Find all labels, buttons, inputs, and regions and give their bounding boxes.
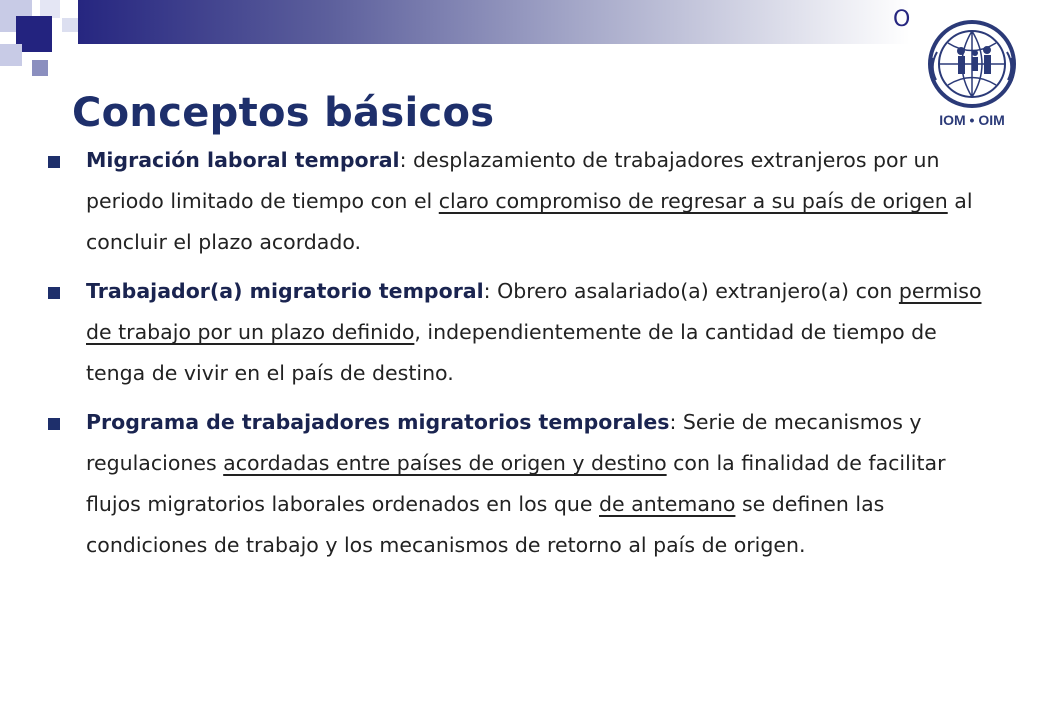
item-text bbox=[86, 271, 988, 394]
item-underlined-text: acordadas entre países de origen y destino bbox=[223, 451, 667, 475]
item-colon: : bbox=[399, 148, 413, 172]
item-underlined-text: permiso de trabajo por un plazo definido bbox=[86, 279, 982, 344]
slide-title: Conceptos básicos bbox=[72, 90, 495, 136]
item-term: Trabajador(a) migratorio temporal bbox=[86, 279, 484, 303]
iom-logo bbox=[920, 18, 1024, 128]
logo-caption: IOM • OIM bbox=[939, 112, 1005, 128]
header-gradient-bar bbox=[78, 0, 910, 44]
square-bullet-icon bbox=[48, 287, 60, 299]
item-text bbox=[86, 140, 988, 263]
item-text-part: desplazamiento de trabajadores extranjeros por un periodo limitado de tiempo con el bbox=[86, 148, 940, 213]
item-text-part: Serie de mecanismos y regulaciones bbox=[86, 410, 922, 475]
list-item bbox=[48, 402, 988, 566]
list-item bbox=[48, 271, 988, 394]
item-text bbox=[86, 402, 988, 566]
list-item bbox=[48, 140, 988, 263]
concept-list bbox=[48, 140, 988, 574]
item-text-part: , independientemente de la cantidad de tiempo de tenga de vivir en el país de destino. bbox=[86, 320, 937, 385]
header-edge-char: O bbox=[893, 7, 911, 32]
item-text-part: se definen las condiciones de trabajo y los mecanismos de retorno al país de origen. bbox=[86, 492, 885, 557]
decor-square bbox=[62, 18, 78, 32]
square-bullet-icon bbox=[48, 418, 60, 430]
decor-square bbox=[32, 60, 48, 76]
item-term: Programa de trabajadores migratorios temporales bbox=[86, 410, 670, 434]
decor-square bbox=[0, 44, 22, 66]
item-term: Migración laboral temporal bbox=[86, 148, 400, 172]
item-text-part: Obrero asalariado(a) extranjero(a) con bbox=[497, 279, 899, 303]
item-underlined-text: de antemano bbox=[599, 492, 736, 516]
iom-emblem-icon bbox=[920, 18, 1024, 110]
item-text-part: al concluir el plazo acordado. bbox=[86, 189, 973, 254]
item-colon: : bbox=[483, 279, 498, 303]
item-underlined-text: claro compromiso de regresar a su país de origen bbox=[438, 189, 948, 213]
square-bullet-icon bbox=[48, 156, 60, 168]
item-colon: : bbox=[669, 410, 683, 434]
item-text-part: con la finalidad de facilitar flujos migratorios laborales ordenados en los que bbox=[86, 451, 946, 516]
